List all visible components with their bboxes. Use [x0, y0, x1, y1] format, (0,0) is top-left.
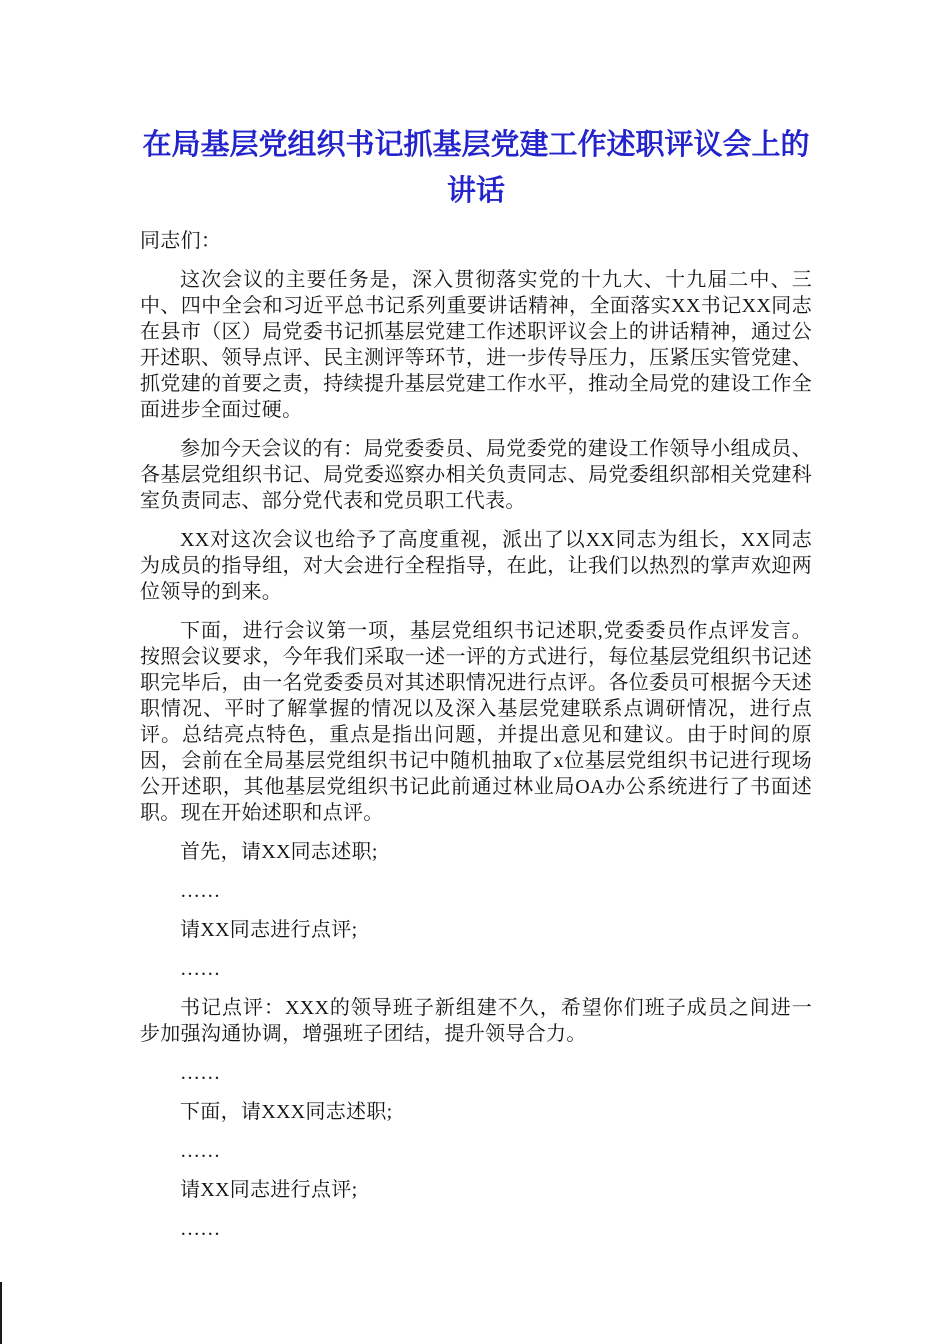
paragraph-salutation: 同志们：: [140, 230, 222, 252]
paragraph-body: XX对这次会议也给予了高度重视，派出了以XX同志为组长，XX同志为成员的指导组，对大会进行全程指导，在此，让我们以热烈的掌声欢迎两位领导的到来。: [140, 529, 812, 603]
paragraph-ellipsis: ……: [180, 880, 221, 902]
paragraph-dialogue: 首先，请XX同志述职;: [180, 841, 378, 863]
page-edge-mark: [0, 1282, 2, 1344]
paragraph-ellipsis: ……: [180, 958, 221, 980]
paragraph-body: 参加今天会议的有：局党委委员、局党委党的建设工作领导小组成员、各基层党组织书记、局党委巡察办相关负责同志、局党委组织部相关党建科室负责同志、部分党代表和党员职工代表。: [140, 438, 812, 512]
paragraph-dialogue: 下面，请XXX同志述职;: [180, 1101, 393, 1123]
paragraph-ellipsis: ……: [180, 1218, 221, 1240]
paragraph-ellipsis: ……: [180, 1062, 221, 1084]
paragraph-dialogue: 请XX同志进行点评;: [180, 1179, 358, 1201]
paragraph-body: 这次会议的主要任务是，深入贯彻落实党的十九大、十九届二中、三中、四中全会和习近平总书记系列重要讲话精神，全面落实XX书记XX同志在县市（区）局党委书记抓基层党建工作述职评议会上的讲话精神，通过公开述职、领导点评、民主测评等环节，进一步传导压力，压紧压实管党建、抓党建的首要之责，持续提升基层党建工作水平，推动全局党的建设工作全面进步全面过硬。: [140, 269, 812, 421]
paragraph-dialogue: 请XX同志进行点评;: [180, 919, 358, 941]
document-title-line-2: 讲话: [446, 175, 505, 207]
paragraph-ellipsis: ……: [180, 1140, 221, 1162]
document-title: [140, 122, 812, 214]
paragraph-body: 下面，进行会议第一项，基层党组织书记述职,党委委员作点评发言。按照会议要求，今年我们采取一述一评的方式进行，每位基层党组织书记述职完毕后，由一名党委委员对其述职情况进行点评。各位委员可根据今天述职情况、平时了解掌握的情况以及深入基层党建联系点调研情况，进行点评。总结亮点特色，重点是指出问题，并提出意见和建议。由于时间的原因，会前在全局基层党组织书记中随机抽取了x位基层党组织书记进行现场公开述职，其他基层党组织书记此前通过林业局OA办公系统进行了书面述职。现在开始述职和点评。: [140, 620, 812, 824]
document-title-line-1: 在局基层党组织书记抓基层党建工作述职评议会上的: [142, 129, 810, 161]
paragraph-body: 书记点评：XXX的领导班子新组建不久，希望你们班子成员之间进一步加强沟通协调，增强班子团结，提升领导合力。: [140, 997, 812, 1045]
